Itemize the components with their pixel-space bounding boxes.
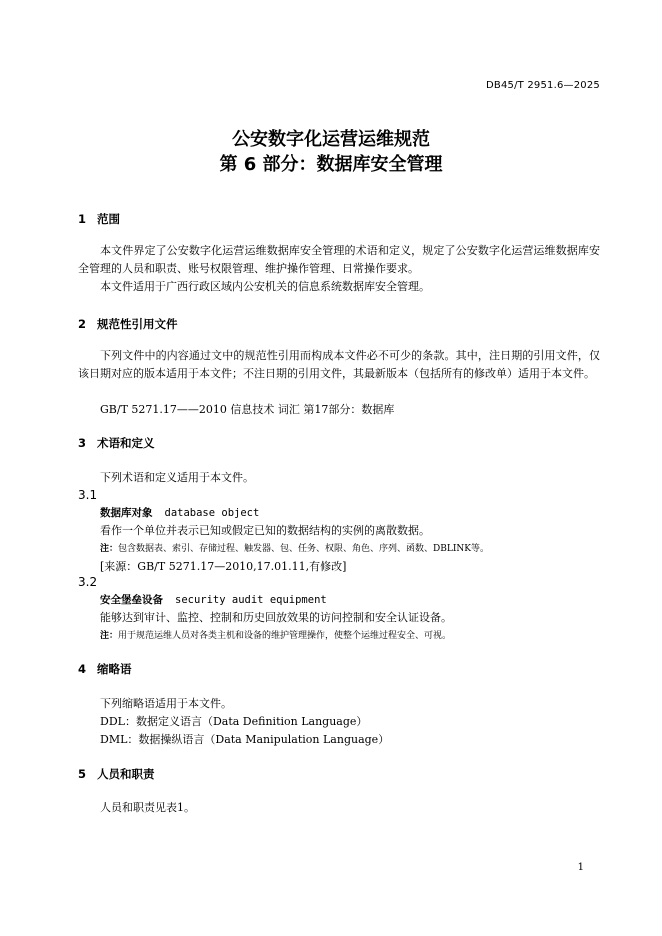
section-3-heading — [78, 435, 155, 451]
section-number: 3 — [78, 436, 87, 450]
term-number: 3.2 — [78, 575, 98, 589]
term-note — [100, 541, 489, 554]
term-source: [来源：GB/T 5271.17—2010,17.01.11,有修改] — [100, 560, 347, 573]
section-5-heading — [78, 766, 155, 782]
paragraph: 人员和职责见表1。 — [100, 801, 195, 814]
section-number: 2 — [78, 317, 87, 331]
section-4-heading — [78, 661, 132, 677]
section-number: 4 — [78, 662, 87, 676]
note-text: 包含数据表、索引、存储过程、触发器、包、任务、权限、角色、序列、函数、DBLINK等。 — [118, 544, 489, 554]
note-label: 注： — [100, 631, 119, 641]
section-number: 1 — [78, 212, 87, 226]
paragraph: 下列术语和定义适用于本文件。 — [100, 471, 254, 484]
section-2-heading — [78, 316, 178, 332]
term-note — [100, 628, 451, 641]
section-title: 术语和定义 — [97, 436, 155, 450]
note-text: 用于规范运维人员对各类主机和设备的维护管理操作，使整个运维过程安全、可视。 — [118, 631, 452, 641]
paragraph: 本文件适用于广西行政区域内公安机关的信息系统数据库安全管理。 — [100, 280, 430, 293]
note-label: 注： — [100, 544, 119, 554]
standard-code: DB45/T 2951.6—2025 — [486, 80, 600, 91]
term-heading — [100, 505, 259, 520]
paragraph: 下列文件中的内容通过文中的规范性引用而构成本文件必不可少的条款。其中，注日期的引用文件，仅该日期对应的版本适用于本文件；不注日期的引用文件，其最新版本（包括所有的修改单）适用于本文件。 — [78, 349, 600, 380]
term-definition: 看作一个单位并表示已知或假定已知的数据结构的实例的离散数据。 — [100, 524, 430, 537]
document-title: 公安数字化运营运维规范 — [232, 129, 430, 150]
abbreviation-ddl: DDL：数据定义语言（Data Definition Language） — [100, 715, 368, 728]
term-definition: 能够达到审计、监控、控制和历史回放效果的访问控制和安全认证设备。 — [100, 611, 452, 624]
paragraph: 本文件界定了公安数字化运营运维数据库安全管理的术语和定义，规定了公安数字化运营运维数据库安全管理的人员和职责、账号权限管理、维护操作管理、日常操作要求。 — [78, 244, 600, 275]
term-en: security audit equipment — [175, 594, 327, 606]
paragraph: 下列缩略语适用于本文件。 — [100, 697, 232, 710]
term-cn: 数据库对象 — [100, 507, 153, 519]
section-title: 缩略语 — [97, 662, 132, 676]
section-1-heading — [78, 211, 120, 227]
abbreviation-dml: DML：数据操纵语言（Data Manipulation Language） — [100, 733, 390, 746]
section-number: 5 — [78, 767, 87, 781]
section-title: 范围 — [97, 212, 120, 226]
page-number: 1 — [577, 862, 584, 873]
section-title: 规范性引用文件 — [97, 317, 178, 331]
section-title: 人员和职责 — [97, 767, 155, 781]
document-subtitle: 第 6 部分：数据库安全管理 — [219, 154, 443, 175]
term-en: database object — [164, 507, 260, 519]
term-heading — [100, 592, 327, 607]
reference-item: GB/T 5271.17——2010 信息技术 词汇 第17部分：数据库 — [100, 403, 395, 416]
term-number: 3.1 — [78, 488, 98, 502]
term-cn: 安全堡垒设备 — [100, 594, 163, 606]
